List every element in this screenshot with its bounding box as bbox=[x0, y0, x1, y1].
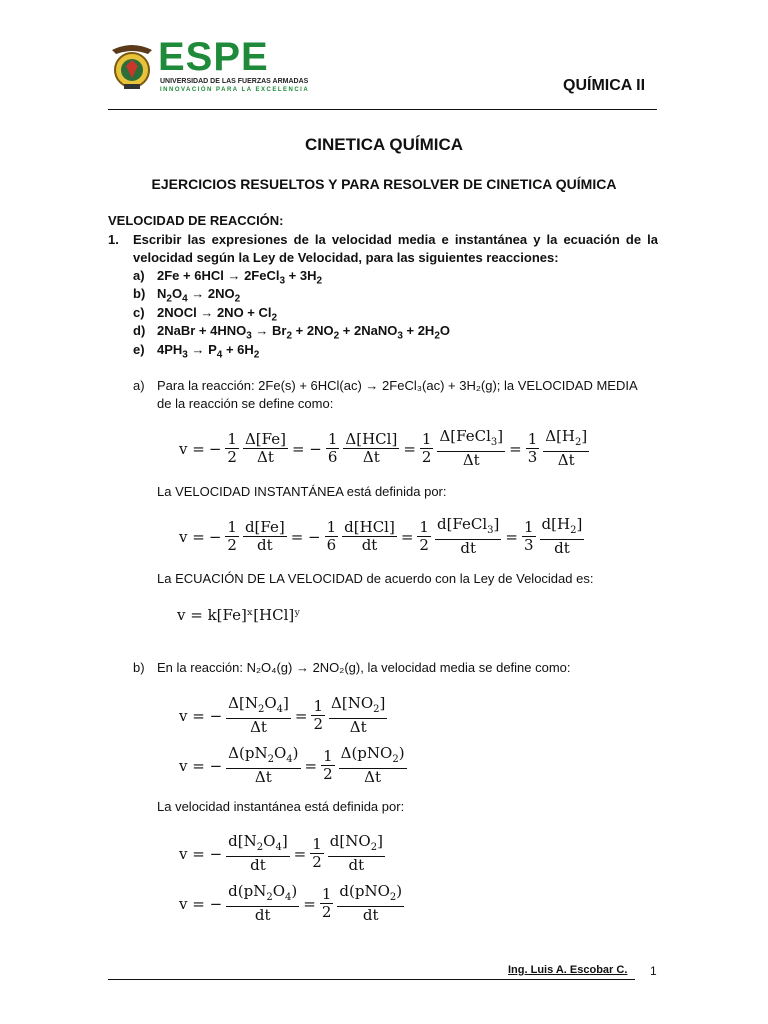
header-rule bbox=[108, 109, 657, 110]
espe-logo: ESPE bbox=[158, 35, 269, 79]
equation-a-rate-law: v = k[Fe]ˣ[HCl]ʸ bbox=[177, 606, 301, 624]
exercise-number: 1. bbox=[108, 232, 119, 247]
page-title: CINETICA QUÍMICA bbox=[304, 135, 464, 154]
reaction-label: d) bbox=[133, 323, 146, 338]
reaction-equation: 2NaBr + $4HNO_3 \to Br_2 + 2NO_2$ + 2NaNO$_3$ + $2H_2O$ bbox=[157, 323, 451, 342]
solution-a-intro-1: Para la reacción: 2Fe(s) + 6HCl(ac) → 2FeCl₃(ac) + 3H₂(g); la VELOCIDAD MEDIA bbox=[157, 378, 638, 393]
equation-a-average: v = − $\frac{1}{2}$ $\frac{\Delta[Fe]}{\Delta t}$ = − $\frac{1}{6}$ $\frac{\text{Δ[HCl]}}{\Delta t}$ = $\frac{1}{2}$ $\frac{\Delta[FeCl_3]}{\Delta t}$ = $\frac{1}{3}$ $\frac{\Delta[H_2]}{\Delta t}$ bbox=[179, 427, 588, 469]
equation-b-average-conc: v = − $\frac{\Delta[N_2O_4]}{\Delta t}$ = $\frac{1}{2}$ $\frac{\Delta[NO_2]}{\Delta t}$ bbox=[179, 694, 386, 736]
exercise-text-1: Escribir las expresiones de la velocidad media e instantánea y la ecuación de la bbox=[133, 232, 658, 247]
university-seal bbox=[108, 40, 156, 92]
section-heading: VELOCIDAD DE REACCIÓN: bbox=[108, 213, 284, 228]
reaction-equation: $N_2O_4 \to 2NO_2$ bbox=[157, 286, 241, 305]
reaction-label: c) bbox=[133, 305, 145, 320]
solution-a-intro-2: de la reacción se define como: bbox=[157, 396, 334, 411]
equation-a-instantaneous: v = − $\frac{1}{2}$ $\frac{d[Fe]}{dt}$ = − $\frac{1}{6}$ $\frac{\text{d[HCl]}}{dt}$ = $\frac{1}{2}$ $\frac{d[FeCl_3]}{dt}$ = $\frac{1}{3}$ $\frac{d[H_2]}{dt}$ bbox=[179, 515, 583, 557]
solution-b-intro: En la reacción: N₂O₄(g) → 2NO₂(g), la velocidad media se define como: bbox=[157, 660, 571, 675]
equation-b-average-pressure: v = − $\frac{\Delta(pN_2O_4)}{\Delta t}$ = $\frac{1}{2}$ $\frac{\Delta(pNO_2)}{\Delta t}$ bbox=[179, 744, 405, 786]
reaction-equation: 2Fe + 6HCl → 2FeCl$_3$ + $3H_2$ bbox=[157, 268, 323, 287]
reaction-equation: $4PH_3 \to P_4 + 6H_2$ bbox=[157, 342, 260, 361]
solution-a-law-text: La ECUACIÓN DE LA VELOCIDAD de acuerdo con la Ley de Velocidad es: bbox=[157, 571, 594, 586]
reaction-label: a) bbox=[133, 268, 145, 283]
footer-author: Ing. Luis A. Escobar C. bbox=[508, 964, 628, 976]
solution-b-label: b) bbox=[133, 660, 145, 675]
logo-tagline: INNOVACIÓN PARA LA EXCELENCIA bbox=[160, 87, 310, 93]
page-number: 1 bbox=[650, 964, 657, 978]
reaction-equation: 2NOCl → $2NO + Cl_2$ bbox=[157, 305, 278, 324]
reaction-label: e) bbox=[133, 342, 145, 357]
equation-b-inst-conc: v = − $\frac{d[N_2O_4]}{dt}$ = $\frac{1}{2}$ $\frac{d[NO_2]}{dt}$ bbox=[179, 832, 383, 874]
reaction-label: b) bbox=[133, 286, 146, 301]
page-subtitle: EJERCICIOS RESUELTOS Y PARA RESOLVER DE CINETICA QUÍMICA bbox=[151, 176, 617, 192]
solution-a-label: a) bbox=[133, 378, 145, 393]
equation-b-inst-pressure: v = − $\frac{d(pN_2O_4)}{dt}$ = $\frac{1}{2}$ $\frac{d(pNO_2)}{dt}$ bbox=[179, 882, 403, 924]
solution-a-inst-text: La VELOCIDAD INSTANTÁNEA está definida por: bbox=[157, 484, 447, 499]
logo-university-name: UNIVERSIDAD DE LAS FUERZAS ARMADAS bbox=[160, 78, 309, 85]
exercise-text-2: velocidad según la Ley de Velocidad, para las siguientes reacciones: bbox=[133, 250, 559, 265]
solution-b-inst-text: La velocidad instantánea está definida por: bbox=[157, 799, 405, 814]
footer-rule bbox=[108, 979, 635, 980]
course-title: QUÍMICA II bbox=[563, 77, 646, 94]
